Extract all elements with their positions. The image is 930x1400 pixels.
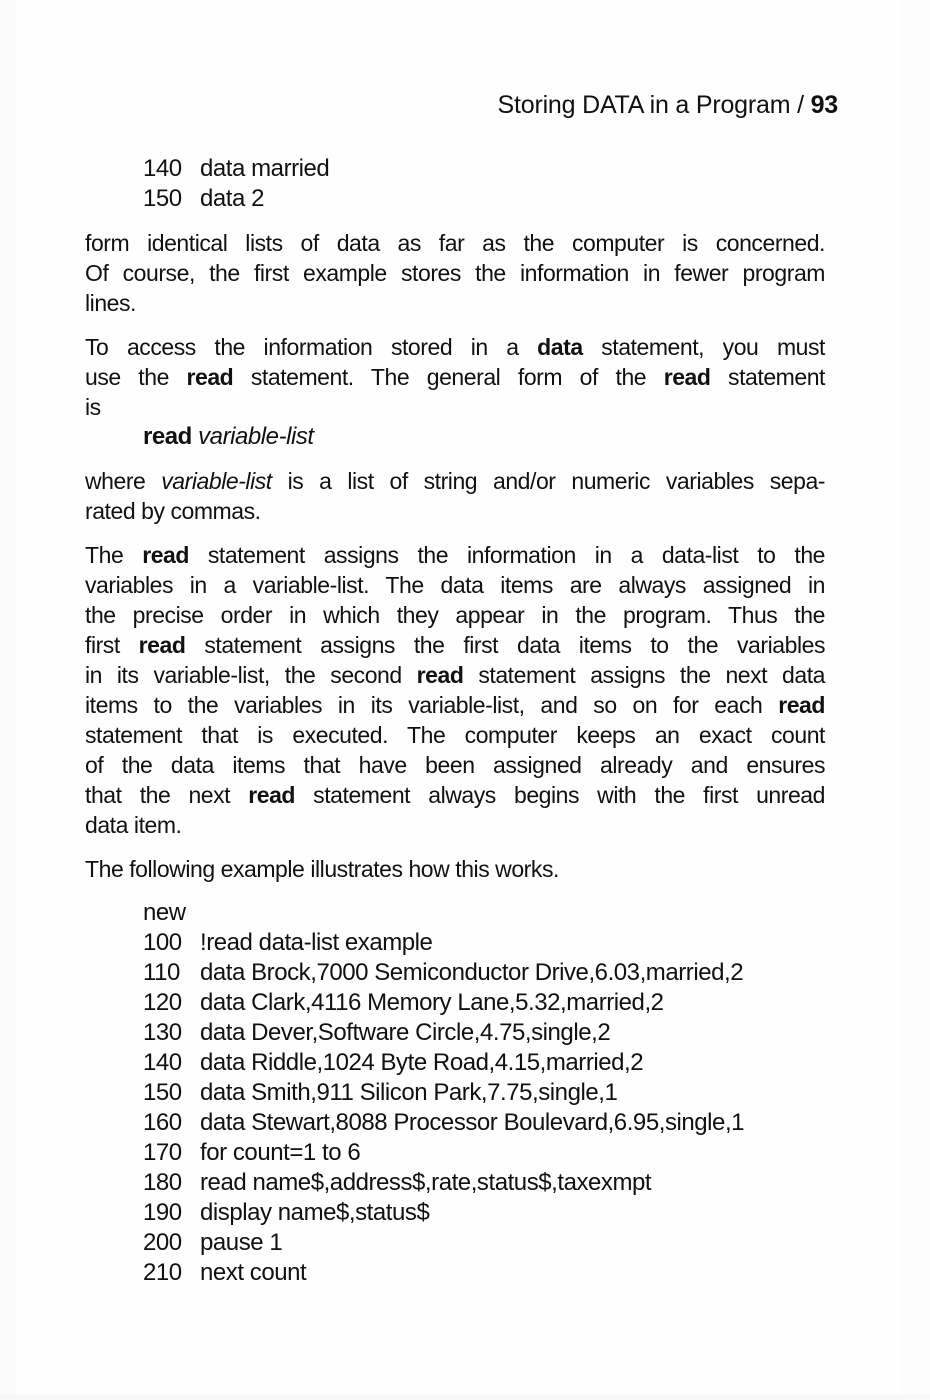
paragraph-access-data [85,332,825,422]
text-run: items to the variables in its variable-list, and so on for each [85,692,779,718]
text-line [85,540,825,570]
bold-text: read [248,782,296,808]
text-run: The following example illustrates how this works. [85,856,559,882]
text-run: where [85,468,162,494]
code-line [143,1138,825,1168]
code-text: data 2 [200,185,265,212]
code-line [143,988,825,1018]
code-line [143,184,825,214]
code-text: data Stewart,8088 Processor Boulevard,6.95,single,1 [200,1109,745,1136]
text-run: statement assigns the next data [463,662,825,688]
code-line [143,1018,825,1048]
text-run: that the next [85,782,249,808]
code-text: data Riddle,1024 Byte Road,4.15,married,2 [200,1049,644,1076]
text-run: statement that is executed. The computer keeps an exact count [85,722,825,748]
text-run: statement, you must [582,334,825,360]
text-line [85,570,825,600]
code-line [143,1078,825,1108]
line-number: 120 [143,989,182,1016]
bold-text: read [186,364,234,390]
text-run: use the [85,364,187,390]
text-run: To access the information stored in a [85,334,538,360]
code-line [143,1048,825,1078]
read-example-program [85,898,825,1288]
text-run: The [85,542,143,568]
text-run: first [85,632,139,658]
line-number: 150 [143,1079,182,1106]
data-statements-sample [85,154,825,214]
scan-edge-right [902,0,930,1400]
paragraph-following-example [85,854,825,884]
code-line [143,1228,825,1258]
text-run: statement [710,364,825,390]
line-number: 180 [143,1169,182,1196]
text-line [85,600,825,630]
code-line [143,154,825,184]
line-number: 140 [143,155,182,182]
text-run: statement always begins with the first unread [295,782,825,808]
text-line [85,288,825,318]
text-run: Of course, the first example stores the information in fewer program [85,260,825,286]
line-number: 150 [143,185,182,212]
scan-edge-bottom [0,1394,930,1400]
code-line [143,898,825,928]
text-line [85,660,825,690]
line-number: 170 [143,1139,182,1166]
text-line [85,630,825,660]
text-run: form identical lists of data as far as the computer is concerned. [85,230,825,256]
text-line [85,854,825,884]
text-run: Storing DATA in a Program / [497,91,811,119]
code-text: read name$,address$,rate,status$,taxexmpt [200,1169,652,1196]
line-number: 190 [143,1199,182,1226]
page-body [85,154,825,1288]
code-line [143,958,825,988]
bold-text: read [138,632,186,658]
bold-text: data [537,334,583,360]
page-content [85,90,838,1288]
code-text: data Clark,4116 Memory Lane,5.32,married,2 [200,989,664,1016]
code-text: data married [200,155,330,182]
code-text: next count [200,1259,307,1286]
line-number: 160 [143,1109,182,1136]
code-line [143,1198,825,1228]
code-text: pause 1 [200,1229,283,1256]
text-line [85,750,825,780]
text-run: lines. [85,290,136,316]
text-run: statement assigns the information in a data-list to the [188,542,825,568]
bold-text: read [778,692,825,718]
text-run: is a list of string and/or numeric variables sepa- [271,468,825,494]
text-line [85,720,825,750]
text-run: in its variable-list, the second [85,662,417,688]
bold-text: 93 [810,91,838,119]
text-line [85,228,825,258]
text-line [85,690,825,720]
scan-edge-left [0,0,16,1400]
paragraph-read-assigns [85,540,825,840]
text-line [85,496,825,526]
code-line [143,1168,825,1198]
code-text: data Dever,Software Circle,4.75,single,2 [200,1019,611,1046]
line-number: 130 [143,1019,182,1046]
line-number: 210 [143,1259,182,1286]
text-run: statement. The general form of the [233,364,664,390]
paragraph-identical-lists [85,228,825,318]
text-run: of the data items that have been assigned already and ensures [85,752,825,778]
text-line [85,332,825,362]
code-text: for count=1 to 6 [200,1139,361,1166]
text-line [85,810,825,840]
code-text: !read data-list example [200,929,433,956]
italic-text: variable-list [198,423,314,450]
text-line [85,780,825,810]
code-line [143,1108,825,1138]
line-number: 200 [143,1229,182,1256]
text-run: statement assigns the first data items to the variables [185,632,825,658]
bold-text: read [663,364,711,390]
read-general-form [85,422,825,452]
text-run: the precise order in which they appear in the program. Thus the [85,602,825,628]
bold-text: read [416,662,464,688]
text-run: data item. [85,812,182,838]
code-text: display name$,status$ [200,1199,430,1226]
line-number: 100 [143,929,182,956]
code-line [143,928,825,958]
code-text: data Smith,911 Silicon Park,7.75,single,1 [200,1079,618,1106]
bold-text: read [142,542,189,568]
line-number: 140 [143,1049,182,1076]
text-line [85,392,825,422]
code-line [143,1258,825,1288]
italic-text: variable-list [161,468,272,494]
text-line [85,466,825,496]
bold-text: read [143,423,192,450]
paragraph-variable-list [85,466,825,526]
code-text: new [143,899,186,926]
line-number: 110 [143,959,180,986]
text-run: rated by commas. [85,498,261,524]
text-line [85,258,825,288]
code-text: data Brock,7000 Semiconductor Drive,6.03,married,2 [200,959,744,986]
text-run: variables in a variable-list. The data items are always assigned in [85,572,825,598]
text-line [85,362,825,392]
text-run: is [85,394,101,420]
running-head [85,90,838,120]
